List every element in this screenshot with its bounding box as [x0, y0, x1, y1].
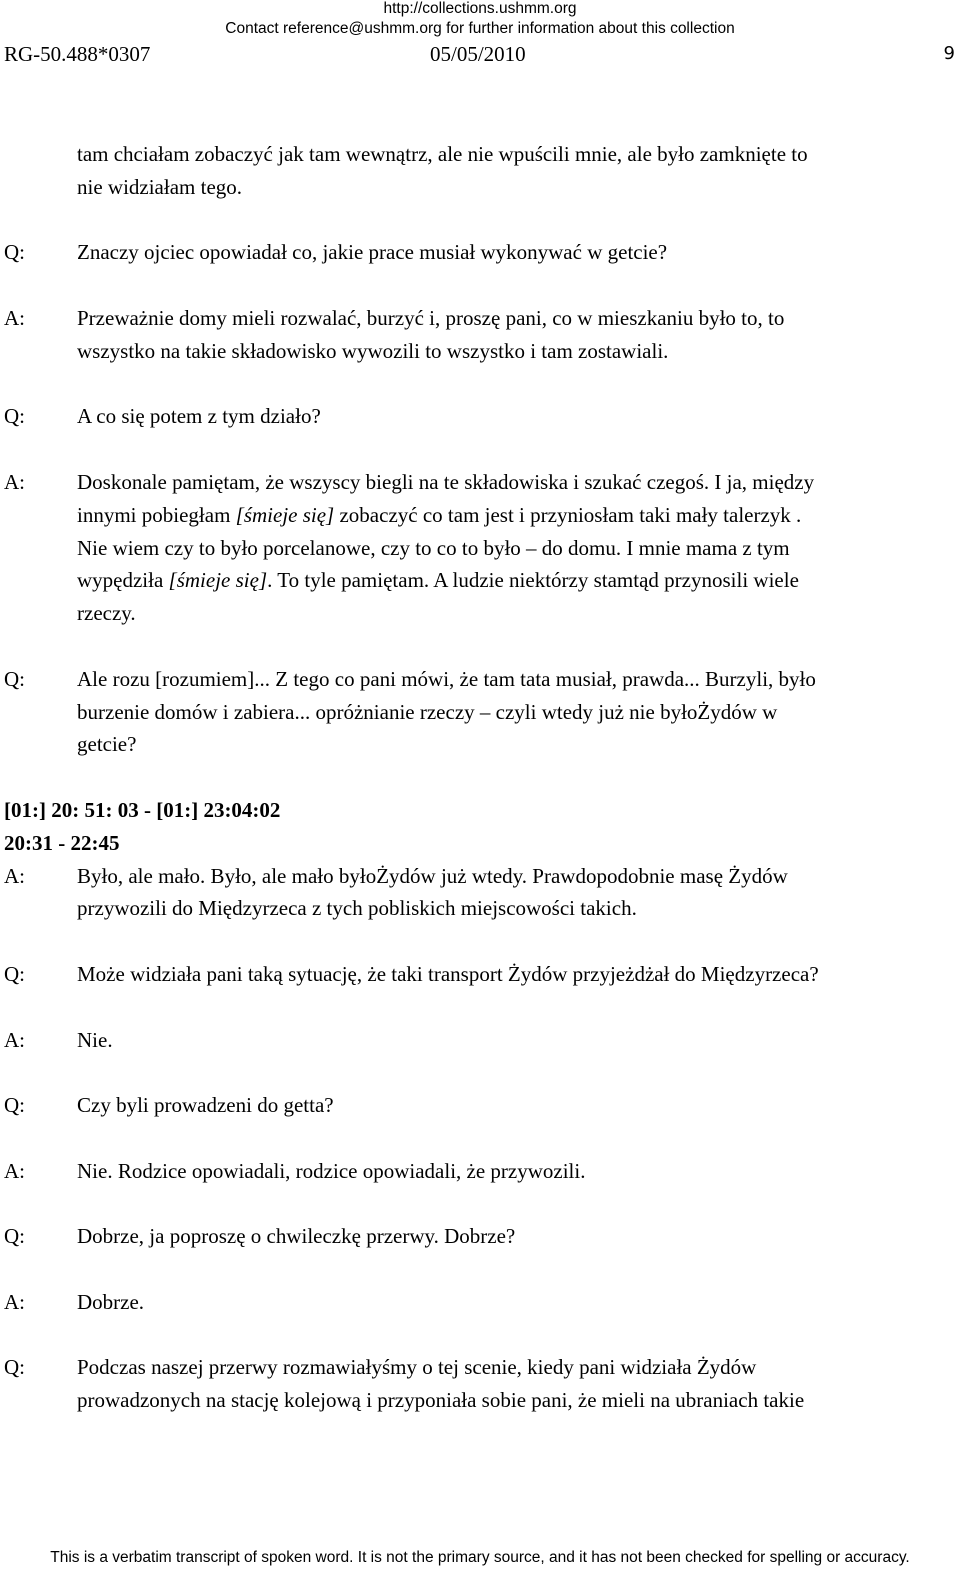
speaker-label: A: [4, 1289, 25, 1314]
page-number: 9 [943, 43, 955, 64]
speaker-label: Q: [4, 240, 25, 265]
utterance-text: Przeważnie domy mieli rozwalać, burzyć i, proszę pani, co w mieszkaniu było to, to wszystko na takie składowisko wywozili to wszystko i tam zostawiali. [77, 305, 785, 363]
transcript-entry [0, 958, 960, 991]
transcript-body [0, 138, 960, 1417]
utterance-text: Znaczy ojciec opowiadał co, jakie prace musiał wykonywać w getcie? [77, 240, 668, 265]
transcript-entry [0, 400, 960, 433]
speaker-label: Q: [4, 1093, 25, 1118]
speaker-label: Q: [4, 1355, 25, 1380]
transcript-entry [0, 138, 960, 204]
speaker-label: Q: [4, 404, 25, 429]
utterance-text: Doskonale pamiętam, że wszyscy biegli na te składowiska i szukać czegoś. I ja, między innymi pobiegłam [śmieje się] zobaczyć co tam jest i przyniosłam taki mały talerzyk . Nie wiem czy to było porcelanowe, czy to co to było – do domu. I mnie mama z tym wypędziła [śmieje się]. To tyle pamiętam. A ludzie niektórzy stamtąd przynosili wiele rzeczy. [77, 469, 815, 626]
transcript-entry [0, 1351, 960, 1417]
transcript-entry [0, 1220, 960, 1253]
stage-direction: [śmieje się] [168, 568, 268, 593]
transcript-entry [0, 1024, 960, 1057]
utterance-text: Podczas naszej przerwy rozmawiałyśmy o tej scenie, kiedy pani widziała Żydów prowadzonych na stację kolejową i przyponiała sobie pani, że mieli na ubraniach takie [77, 1355, 805, 1413]
transcript-entry [0, 466, 960, 630]
transcript-entry [0, 1089, 960, 1122]
speaker-label: Q: [4, 1224, 25, 1249]
transcript-entry [0, 302, 960, 368]
document-header [0, 40, 960, 68]
transcript-entry [0, 236, 960, 269]
document-date: 05/05/2010 [430, 42, 526, 66]
stage-direction: [śmieje się] [235, 502, 335, 527]
utterance-text: Dobrze. [77, 1289, 145, 1314]
speaker-label: A: [4, 863, 25, 888]
footer-disclaimer: This is a verbatim transcript of spoken word. It is not the primary source, and it has not been checked for spelling or accuracy. [50, 1549, 910, 1566]
timestamp-line: [01:] 20: 51: 03 - [01:] 23:04:02 [4, 797, 281, 822]
utterance-text: Może widziała pani taką sytuację, że taki transport Żydów przyjeżdżał do Międzyrzeca? [77, 961, 819, 986]
contact-note: Contact reference@ushmm.org for further information about this collection [225, 20, 735, 37]
speaker-label: A: [4, 1158, 25, 1183]
utterance-text: Nie. Rodzice opowiadali, rodzice opowiadali, że przywozili. [77, 1158, 586, 1183]
speaker-label: Q: [4, 666, 25, 691]
utterance-text: Ale rozu [rozumiem]... Z tego co pani mówi, że tam tata musiał, prawda... Burzyli, było burzenie domów i zabiera... opróżnianie rzeczy – czyli wtedy już nie byłoŻydów w getcie? [77, 666, 816, 757]
speaker-label: A: [4, 469, 25, 494]
utterance-text: Czy byli prowadzeni do getta? [77, 1093, 334, 1118]
transcript-entry [0, 1286, 960, 1319]
transcript-entry [0, 860, 960, 926]
speaker-label: A: [4, 305, 25, 330]
collection-url: http://collections.ushmm.org [383, 0, 577, 17]
utterance-text: Nie. [77, 1027, 113, 1052]
transcript-entry [0, 663, 960, 761]
speaker-label [0, 138, 77, 204]
speaker-label: A: [4, 1027, 25, 1052]
utterance-text: A co się potem z tym działo? [77, 404, 321, 429]
timestamp-line: 20:31 - 22:45 [4, 830, 120, 855]
utterance-text: Było, ale mało. Było, ale mało byłoŻydów już wtedy. Prawdopodobnie masę Żydów przywozili do Międzyrzeca z tych pobliskich miejscowości takich. [77, 863, 788, 921]
utterance-text: tam chciałam zobaczyć jak tam wewnątrz, ale nie wpuścili mnie, ale było zamknięte to nie widziałam tego. [77, 142, 808, 199]
speaker-label: Q: [4, 961, 25, 986]
utterance-text: Dobrze, ja poproszę o chwileczkę przerwy. Dobrze? [77, 1224, 516, 1249]
document-id: RG-50.488*0307 [4, 42, 151, 66]
transcript-entry [0, 1155, 960, 1188]
